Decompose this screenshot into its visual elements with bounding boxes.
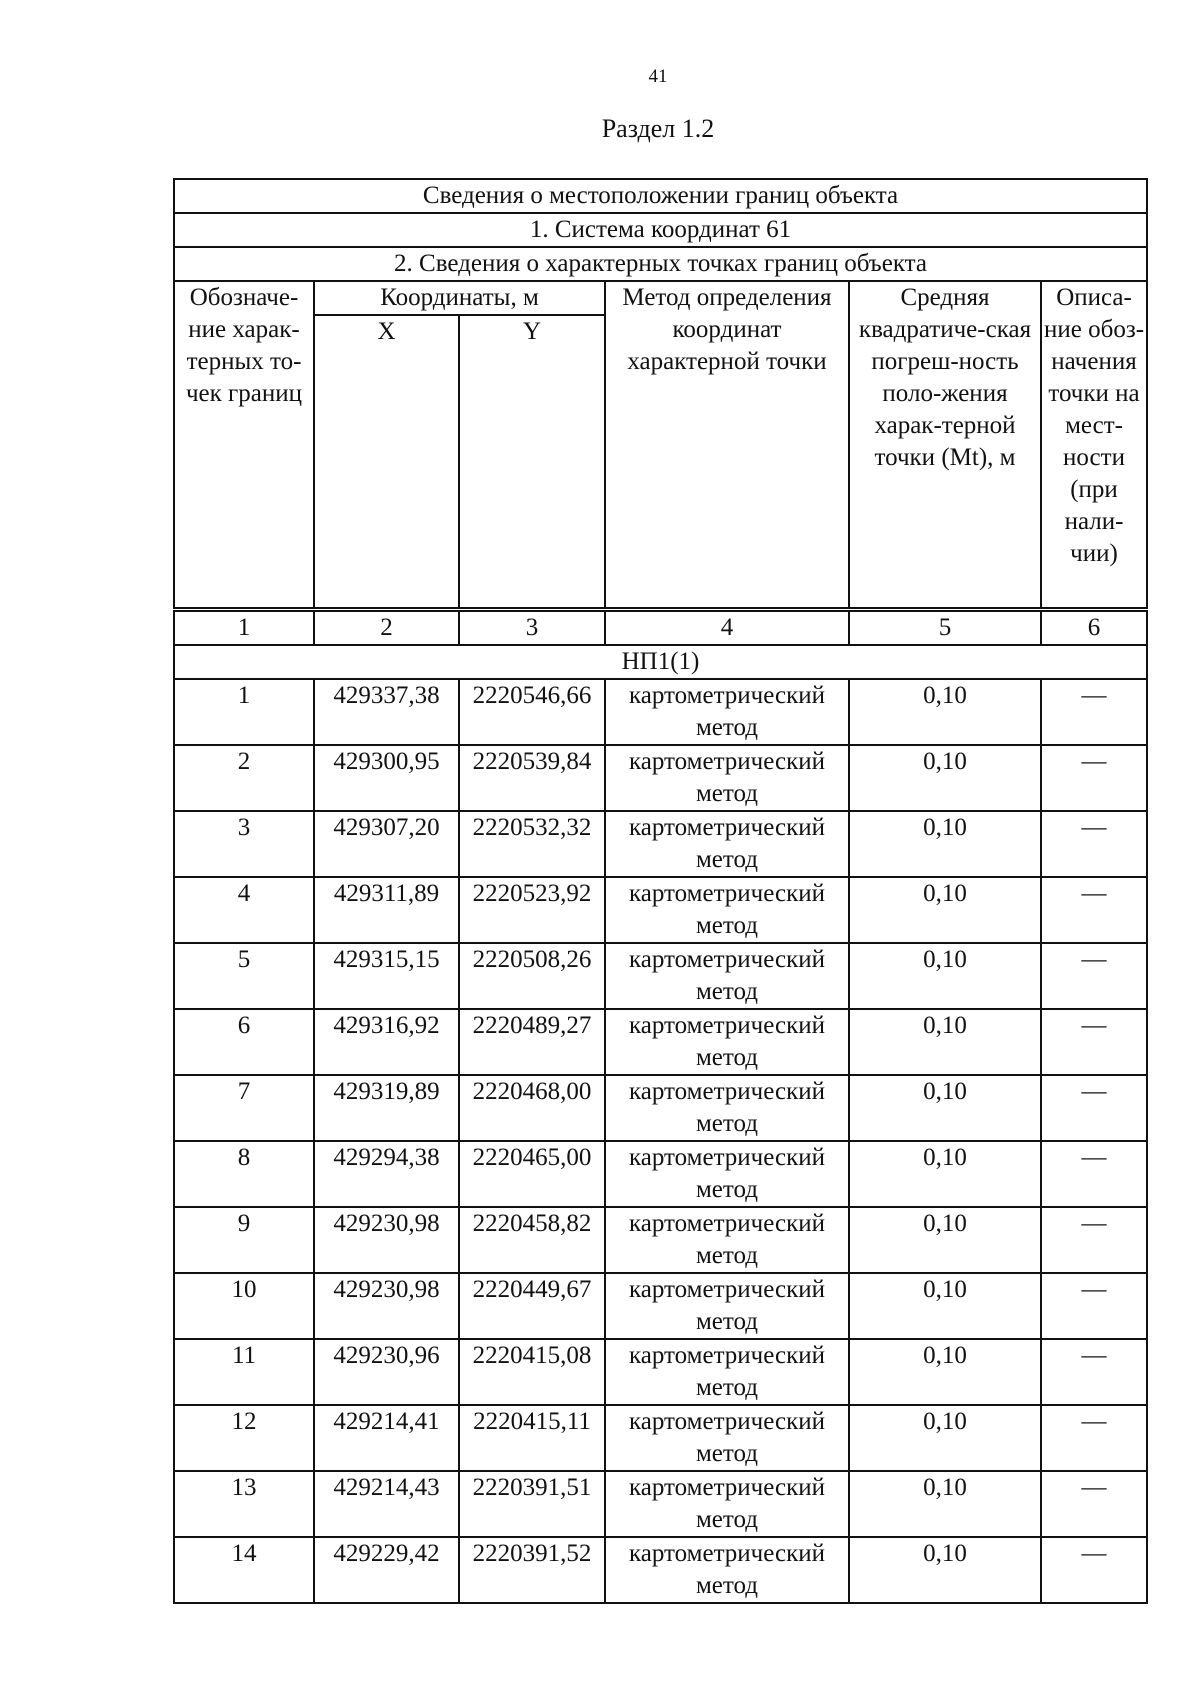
coord-x: 429230,98 <box>314 1273 459 1339</box>
description-dash: — <box>1041 1273 1147 1339</box>
mean-error: 0,10 <box>849 679 1041 745</box>
description-dash: — <box>1041 877 1147 943</box>
method: картометрический метод <box>605 1009 849 1075</box>
method: картометрический метод <box>605 1405 849 1471</box>
method: картометрический метод <box>605 1207 849 1273</box>
header-x: X <box>314 315 459 610</box>
mean-error: 0,10 <box>849 1273 1041 1339</box>
description-dash: — <box>1041 1405 1147 1471</box>
column-number: 1 <box>174 610 314 646</box>
table-row <box>174 1537 1147 1603</box>
coord-y: 2220391,51 <box>459 1471 605 1537</box>
description-dash: — <box>1041 1141 1147 1207</box>
section-title: Раздел 1.2 <box>601 114 715 143</box>
page-number: 41 <box>648 66 668 87</box>
coord-x: 429316,92 <box>314 1009 459 1075</box>
mean-error: 0,10 <box>849 1141 1041 1207</box>
mean-error: 0,10 <box>849 1537 1041 1603</box>
column-number: 5 <box>849 610 1041 646</box>
coord-y: 2220391,52 <box>459 1537 605 1603</box>
header-designation: Обозначе-ние харак-терных то-чек границ <box>174 281 314 610</box>
mean-error: 0,10 <box>849 1339 1041 1405</box>
mean-error: 0,10 <box>849 745 1041 811</box>
method: картометрический метод <box>605 1471 849 1537</box>
header-error: Средняя квадратиче-ская погреш-ность поло-жения харак-терной точки (Mt), м <box>849 281 1041 610</box>
coord-x: 429307,20 <box>314 811 459 877</box>
description-dash: — <box>1041 1009 1147 1075</box>
header-y: Y <box>459 315 605 610</box>
method: картометрический метод <box>605 679 849 745</box>
table-row <box>174 1339 1147 1405</box>
point-number: 12 <box>174 1405 314 1471</box>
table-row <box>174 1207 1147 1273</box>
mean-error: 0,10 <box>849 1207 1041 1273</box>
mean-error: 0,10 <box>849 943 1041 1009</box>
header-coordinates: Координаты, м <box>314 281 605 315</box>
coord-x: 429230,96 <box>314 1339 459 1405</box>
description-dash: — <box>1041 811 1147 877</box>
coord-x: 429337,38 <box>314 679 459 745</box>
method: картометрический метод <box>605 1141 849 1207</box>
description-dash: — <box>1041 943 1147 1009</box>
point-number: 6 <box>174 1009 314 1075</box>
point-number: 14 <box>174 1537 314 1603</box>
column-numbers-row <box>174 610 1147 646</box>
point-number: 8 <box>174 1141 314 1207</box>
boundary-points-table <box>173 178 1148 1604</box>
table-row <box>174 943 1147 1009</box>
table-row <box>174 679 1147 745</box>
table-row <box>174 1471 1147 1537</box>
mean-error: 0,10 <box>849 1471 1041 1537</box>
description-dash: — <box>1041 1537 1147 1603</box>
point-number: 5 <box>174 943 314 1009</box>
description-dash: — <box>1041 1339 1147 1405</box>
group-label: НП1(1) <box>174 645 1147 679</box>
mean-error: 0,10 <box>849 811 1041 877</box>
method: картометрический метод <box>605 811 849 877</box>
coord-y: 2220468,00 <box>459 1075 605 1141</box>
coord-x: 429319,89 <box>314 1075 459 1141</box>
header-method: Метод определения координат характерной точки <box>605 281 849 610</box>
table-row <box>174 1141 1147 1207</box>
coord-x: 429300,95 <box>314 745 459 811</box>
coord-x: 429230,98 <box>314 1207 459 1273</box>
coord-y: 2220415,11 <box>459 1405 605 1471</box>
method: картометрический метод <box>605 745 849 811</box>
header-description: Описа-ние обоз-начения точки на мест-ности (при нали-чии) <box>1041 281 1147 610</box>
column-number: 4 <box>605 610 849 646</box>
point-number: 2 <box>174 745 314 811</box>
column-number: 3 <box>459 610 605 646</box>
coord-y: 2220523,92 <box>459 877 605 943</box>
points-heading: 2. Сведения о характерных точках границ объекта <box>174 247 1147 281</box>
coord-y: 2220532,32 <box>459 811 605 877</box>
table-row <box>174 1009 1147 1075</box>
mean-error: 0,10 <box>849 1075 1041 1141</box>
coord-x: 429214,41 <box>314 1405 459 1471</box>
method: картометрический метод <box>605 943 849 1009</box>
coord-y: 2220546,66 <box>459 679 605 745</box>
mean-error: 0,10 <box>849 1405 1041 1471</box>
table-row <box>174 811 1147 877</box>
column-number: 6 <box>1041 610 1147 646</box>
table-title: Сведения о местоположении границ объекта <box>174 179 1147 213</box>
method: картометрический метод <box>605 1339 849 1405</box>
point-number: 11 <box>174 1339 314 1405</box>
coord-y: 2220458,82 <box>459 1207 605 1273</box>
point-number: 10 <box>174 1273 314 1339</box>
description-dash: — <box>1041 1075 1147 1141</box>
coord-x: 429315,15 <box>314 943 459 1009</box>
description-dash: — <box>1041 745 1147 811</box>
coord-y: 2220489,27 <box>459 1009 605 1075</box>
method: картометрический метод <box>605 1075 849 1141</box>
coord-y: 2220508,26 <box>459 943 605 1009</box>
point-number: 13 <box>174 1471 314 1537</box>
coord-x: 429214,43 <box>314 1471 459 1537</box>
coord-y: 2220449,67 <box>459 1273 605 1339</box>
table-row <box>174 877 1147 943</box>
method: картометрический метод <box>605 1537 849 1603</box>
coord-x: 429311,89 <box>314 877 459 943</box>
table-row <box>174 1075 1147 1141</box>
description-dash: — <box>1041 679 1147 745</box>
point-number: 4 <box>174 877 314 943</box>
coord-x: 429294,38 <box>314 1141 459 1207</box>
coord-y: 2220415,08 <box>459 1339 605 1405</box>
description-dash: — <box>1041 1207 1147 1273</box>
point-number: 1 <box>174 679 314 745</box>
coord-x: 429229,42 <box>314 1537 459 1603</box>
point-number: 3 <box>174 811 314 877</box>
table-row <box>174 1405 1147 1471</box>
mean-error: 0,10 <box>849 1009 1041 1075</box>
coord-y: 2220539,84 <box>459 745 605 811</box>
coord-y: 2220465,00 <box>459 1141 605 1207</box>
coord-system-label: 1. Система координат 61 <box>174 213 1147 247</box>
method: картометрический метод <box>605 877 849 943</box>
table-row <box>174 1273 1147 1339</box>
table-row <box>174 745 1147 811</box>
point-number: 9 <box>174 1207 314 1273</box>
method: картометрический метод <box>605 1273 849 1339</box>
description-dash: — <box>1041 1471 1147 1537</box>
point-number: 7 <box>174 1075 314 1141</box>
mean-error: 0,10 <box>849 877 1041 943</box>
column-number: 2 <box>314 610 459 646</box>
